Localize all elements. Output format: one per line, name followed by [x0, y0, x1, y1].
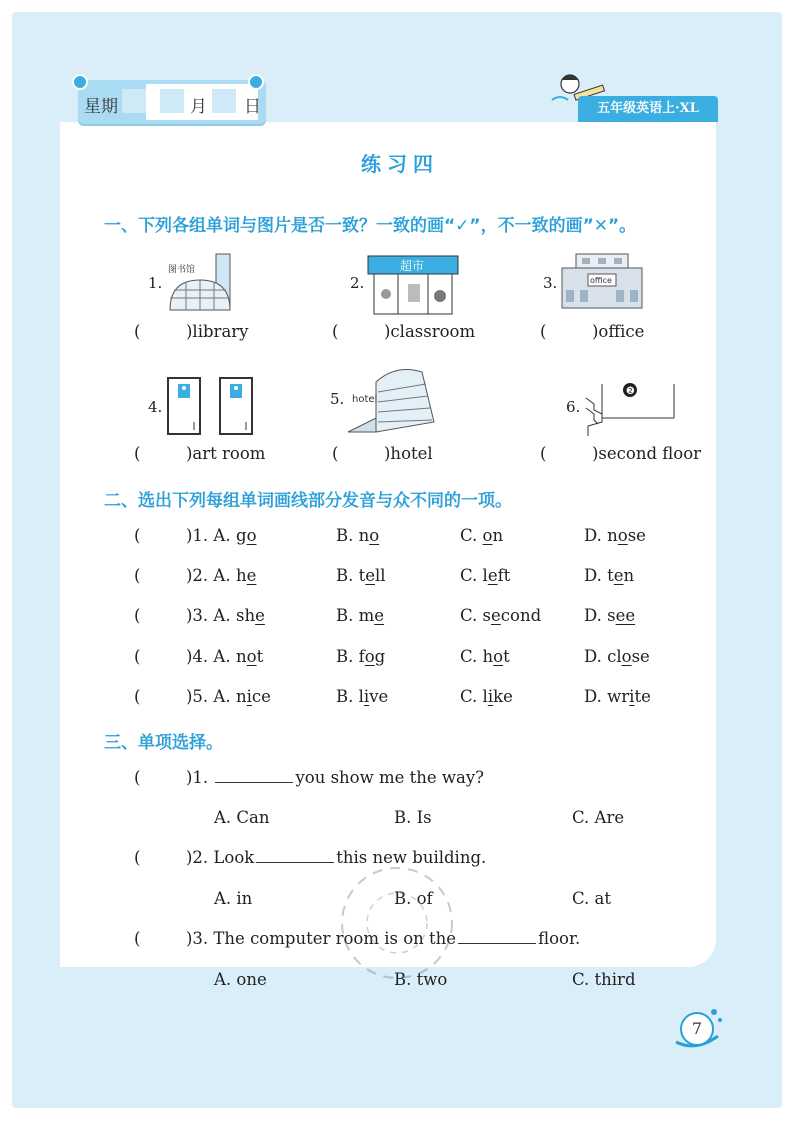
section3-heading: 三、单项选择。: [104, 733, 223, 753]
pin-icon: [72, 74, 88, 90]
option-c: C. hot: [460, 647, 510, 666]
option-a: A. in: [214, 889, 253, 908]
option-a: go: [236, 526, 257, 545]
question-label: )1. A.: [186, 526, 231, 545]
item-number: 5.: [330, 390, 345, 408]
day-blank[interactable]: [212, 89, 236, 113]
item-number: 3.: [543, 274, 558, 292]
watermark-stamp: [332, 858, 462, 988]
option-b: B. two: [394, 970, 448, 989]
question-3: )3. The computer room is on the floor.: [186, 929, 581, 948]
option-d: D. write: [584, 687, 651, 706]
option-a: A. Can: [214, 808, 270, 827]
word-option: )second floor: [592, 444, 702, 463]
day-label: 日: [244, 97, 261, 117]
question-1: )1. you show me the way?: [186, 768, 485, 787]
option-a: he: [236, 566, 257, 585]
sign-text: hotel: [352, 394, 378, 405]
option-b: B. Is: [394, 808, 432, 827]
option-c: C. like: [460, 687, 513, 706]
question-label: )5. A.: [186, 687, 231, 706]
library-picture: [164, 250, 236, 314]
word-option: )art room: [186, 444, 266, 463]
item-number: 4.: [148, 398, 163, 416]
month-blank[interactable]: [160, 89, 184, 113]
option-b: B. no: [336, 526, 380, 545]
item-number: 2.: [350, 274, 365, 292]
answer-paren: (: [134, 444, 141, 463]
weekday-label: 星期: [84, 97, 118, 117]
option-b: B. live: [336, 687, 389, 706]
sign-text: 图书馆: [168, 265, 196, 275]
second-floor-picture: [584, 378, 680, 438]
pin-icon: [248, 74, 264, 90]
item-number: 6.: [566, 398, 581, 416]
question-label: )4. A.: [186, 647, 231, 666]
page-number: 7: [680, 1012, 714, 1046]
option-b: B. me: [336, 606, 385, 625]
answer-paren: (: [540, 322, 547, 341]
answer-paren: (: [332, 444, 339, 463]
option-a: not: [236, 647, 264, 666]
option-a: she: [236, 606, 265, 625]
answer-paren: (: [540, 444, 547, 463]
option-a: nice: [236, 687, 271, 706]
option-c: C. at: [572, 889, 611, 908]
sign-text: office: [590, 276, 612, 285]
question-2: )2. Look this new building.: [186, 848, 487, 867]
answer-paren: (: [134, 322, 141, 341]
supermarket-picture: [366, 254, 460, 316]
option-b: B. fog: [336, 647, 386, 666]
question-label: )3. A.: [186, 606, 231, 625]
option-d: D. nose: [584, 526, 646, 545]
sign-text: ❷: [626, 386, 635, 397]
section2-heading: 二、选出下列每组单词画线部分发音与众不同的一项。: [104, 491, 512, 511]
word-option: )hotel: [384, 444, 433, 463]
section1-heading: 一、下列各组单词与图片是否一致？一致的画“✓”，不一致的画”✕”。: [104, 216, 637, 236]
option-b: B. of: [394, 889, 433, 908]
option-b: B. tell: [336, 566, 386, 585]
answer-paren: (: [332, 322, 339, 341]
option-d: D. close: [584, 647, 650, 666]
option-d: D. see: [584, 606, 636, 625]
page-title: 练习四: [361, 152, 439, 176]
option-a: A. one: [214, 970, 267, 989]
option-c: C. third: [572, 970, 636, 989]
sign-text: 超市: [400, 259, 425, 273]
option-c: C. left: [460, 566, 511, 585]
toilet-doors-picture: [166, 376, 254, 436]
word-option: )office: [592, 322, 645, 341]
option-d: D. ten: [584, 566, 635, 585]
item-number: 1.: [148, 274, 163, 292]
word-option: )classroom: [384, 322, 476, 341]
office-building-picture: [560, 252, 644, 310]
hotel-picture: [346, 362, 438, 436]
book-tag: 五年级英语上·XL: [578, 96, 718, 122]
weekday-blank[interactable]: [122, 89, 146, 113]
question-label: )2. A.: [186, 566, 231, 585]
option-c: C. on: [460, 526, 504, 545]
option-c: C. second: [460, 606, 542, 625]
word-option: )library: [186, 322, 249, 341]
option-c: C. Are: [572, 808, 625, 827]
month-label: 月: [190, 97, 207, 117]
